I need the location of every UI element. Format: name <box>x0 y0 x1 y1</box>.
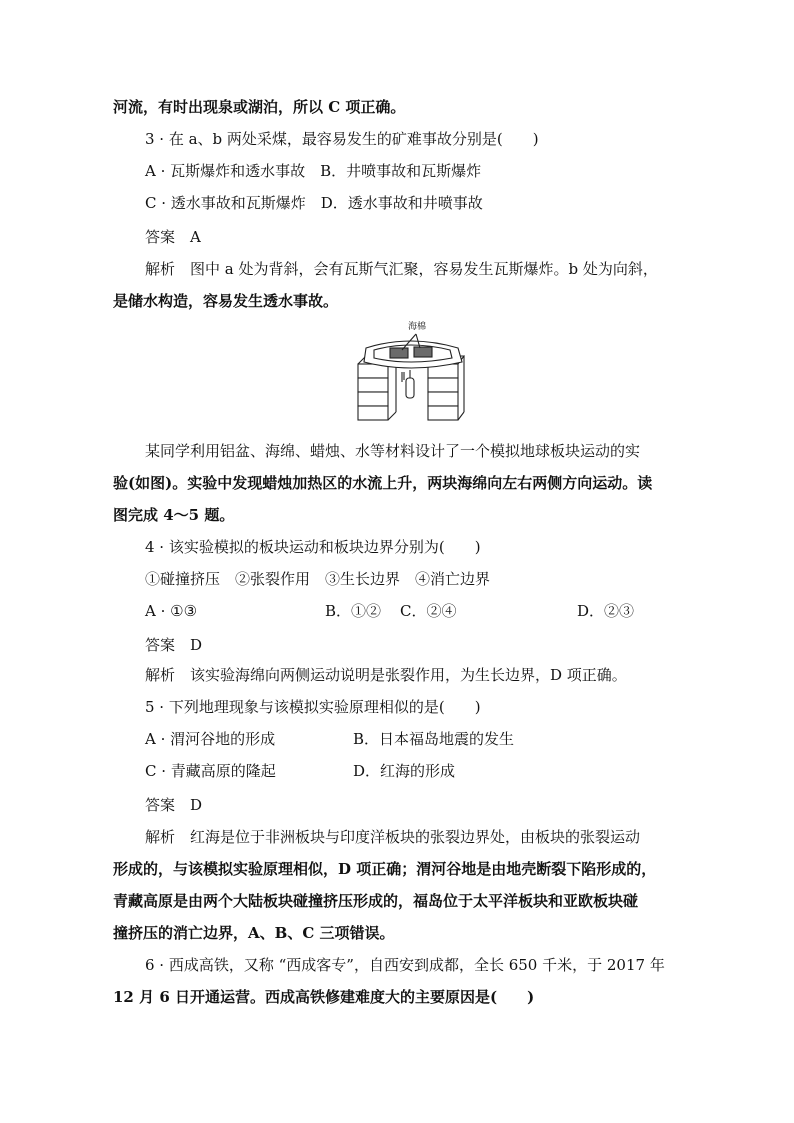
question-3-explanation-2: 是储水构造，容易发生透水事故。 <box>113 292 339 310</box>
question-4-option-a: A · ①③ <box>145 602 198 620</box>
question-4-explanation: 解析 该实验海绵向两侧运动说明是张裂作用，为生长边界，D 项正确。 <box>145 666 627 684</box>
question-5-explanation-4: 撞挤压的消亡边界，A、B、C 三项错误。 <box>113 924 395 942</box>
question-3-options-ab: A · 瓦斯爆炸和透水事故 B．井喷事故和瓦斯爆炸 <box>145 162 482 180</box>
sponge-label: 海棉 <box>408 322 427 332</box>
question-4-answer: 答案 D <box>145 636 203 654</box>
question-3-options-cd: C · 透水事故和瓦斯爆炸 D．透水事故和井喷事故 <box>145 194 483 212</box>
question-4-option-b: B．①② <box>325 602 382 620</box>
question-5-option-c: C · 青藏高原的隆起 <box>145 762 276 780</box>
question-3-explanation-1: 解析 图中 a 处为背斜，会有瓦斯气汇聚，容易发生瓦斯爆炸。b 处为向斜， <box>145 260 658 278</box>
question-5-explanation-1: 解析 红海是位于非洲板块与印度洋板块的张裂边界处，由板块的张裂运动 <box>145 828 641 846</box>
question-4-option-c: C．②④ <box>400 602 457 620</box>
question-5-stem: 5 · 下列地理现象与该模拟实验原理相似的是( ) <box>145 698 481 716</box>
question-5-explanation-2: 形成的，与该模拟实验原理相似，D 项正确；渭河谷地是由地壳断裂下陷形成的， <box>113 860 657 878</box>
question-6-stem-2: 12 月 6 日开通运营。西成高铁修建难度大的主要原因是( ) <box>113 988 535 1006</box>
experiment-figure <box>354 320 466 424</box>
question-5-option-b: B．日本福岛地震的发生 <box>353 730 515 748</box>
question-5-explanation-3: 青藏高原是由两个大陆板块碰撞挤压形成的，福岛位于太平洋板块和亚欧板块碰 <box>113 892 639 910</box>
question-5-option-d: D．红海的形成 <box>353 762 456 780</box>
intro-line-3: 图完成 4～5 题。 <box>113 506 235 524</box>
experiment-diagram <box>354 320 466 424</box>
intro-line-1: 某同学利用铝盆、海绵、蜡烛、水等材料设计了一个模拟地球板块运动的实 <box>145 442 641 460</box>
question-3-stem: 3 · 在 a、b 两处采煤，最容易发生的矿难事故分别是( ) <box>145 130 539 148</box>
question-4-items: ①碰撞挤压 ②张裂作用 ③生长边界 ④消亡边界 <box>145 570 491 588</box>
text-line: 河流，有时出现泉或湖泊，所以 C 项正确。 <box>113 98 406 116</box>
question-4-option-d: D．②③ <box>577 602 635 620</box>
question-4-stem: 4 · 该实验模拟的板块运动和板块边界分别为( ) <box>145 538 481 556</box>
question-5-option-a: A · 渭河谷地的形成 <box>145 730 276 748</box>
question-5-answer: 答案 D <box>145 796 203 814</box>
intro-line-2: 验(如图)。实验中发现蜡烛加热区的水流上升，两块海绵向左右两侧方向运动。读 <box>113 474 653 492</box>
question-6-stem-1: 6 · 西成高铁，又称 “西成客专”，自西安到成都，全长 650 千米，于 2017 年 <box>145 956 665 974</box>
question-3-answer: 答案 A <box>145 228 201 246</box>
